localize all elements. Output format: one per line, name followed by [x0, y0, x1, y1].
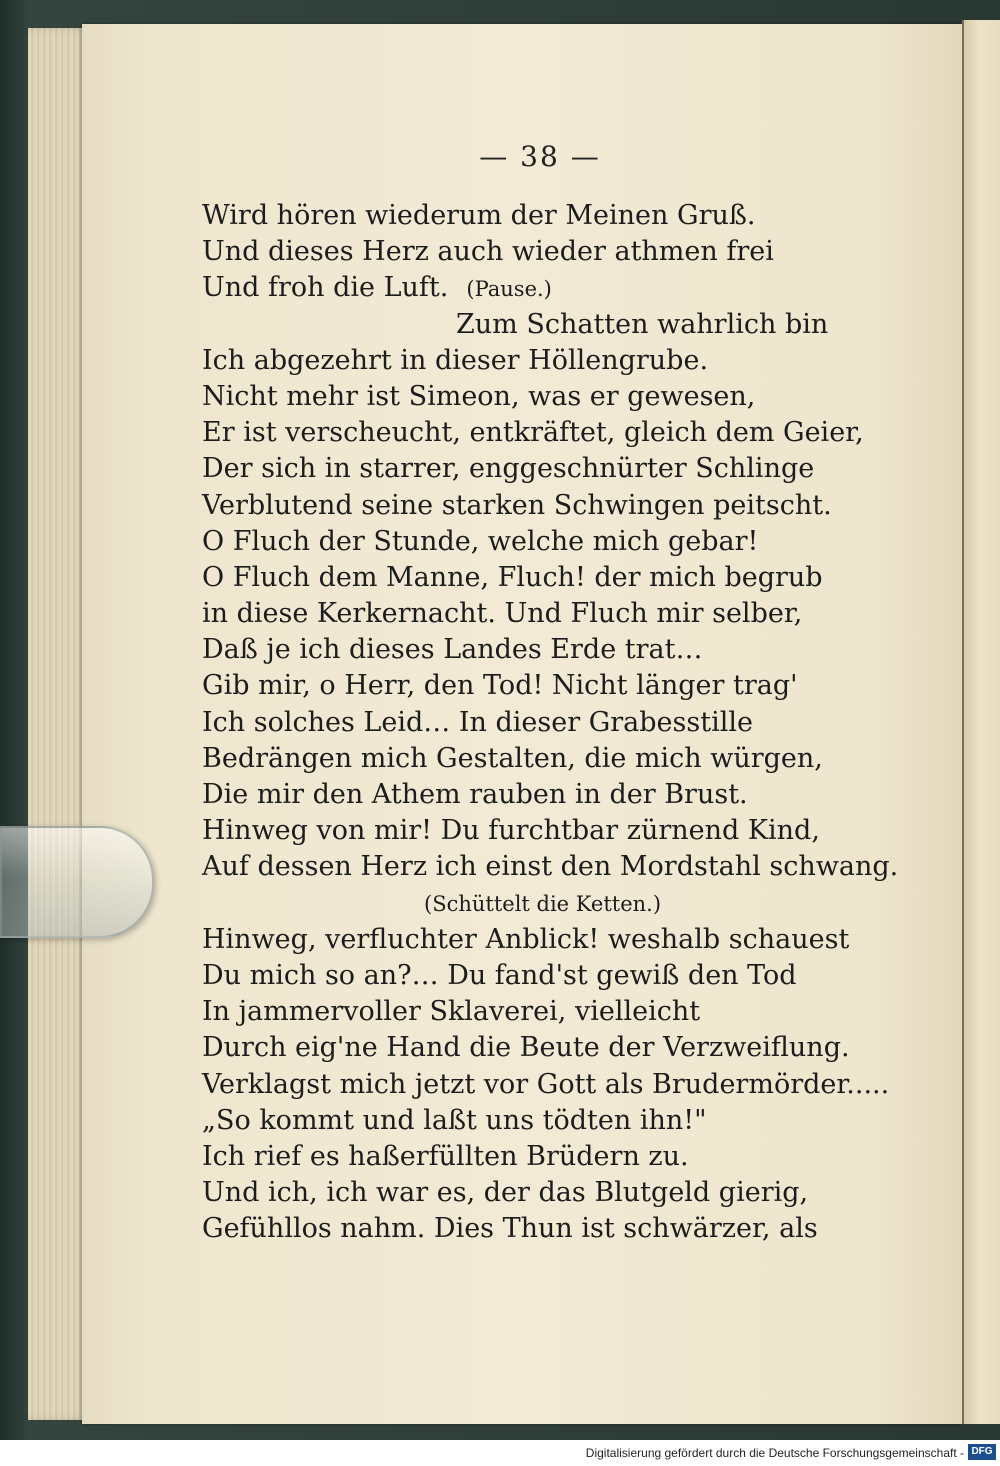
text-line: Der sich in starrer, enggeschnürter Schlinge — [202, 453, 815, 485]
stage-direction: (Schüttelt die Ketten.) — [424, 891, 662, 916]
dfg-logo: DFG — [968, 1444, 996, 1460]
page-number: — 38 — — [479, 140, 601, 173]
text-line: Nicht mehr ist Simeon, was er gewesen, — [202, 380, 756, 412]
text-line: Und ich, ich war es, der das Blutgeld gierig, — [202, 1177, 809, 1209]
footer-credit: Digitalisierung gefördert durch die Deutsche Forschungsgemeinschaft - — [585, 1446, 964, 1460]
text-line: In jammervoller Sklaverei, vielleicht — [202, 996, 701, 1028]
text-line-content: Und froh die Luft. — [202, 272, 449, 304]
text-line: O Fluch dem Manne, Fluch! der mich begrub — [202, 561, 823, 593]
page-edges — [28, 28, 88, 1420]
text-line: Durch eig'ne Hand die Beute der Verzweiflung. — [202, 1032, 850, 1064]
footer-bar — [0, 1440, 1000, 1466]
text-line: Hinweg von mir! Du furchtbar zürnend Kind, — [202, 815, 820, 847]
poem-text — [202, 198, 899, 1247]
text-line: „So kommt und laßt uns tödten ihn!" — [202, 1104, 707, 1136]
text-line: Auf dessen Herz ich einst den Mordstahl schwang. — [202, 851, 899, 883]
text-line: Verblutend seine starken Schwingen peitscht. — [202, 489, 832, 521]
text-line: Gefühllos nahm. Dies Thun ist schwärzer, als — [202, 1213, 818, 1245]
text-line: Ich solches Leid… In dieser Grabesstille — [202, 706, 753, 738]
adjacent-page — [962, 20, 1000, 1424]
text-line: Ich abgezehrt in dieser Höllengrube. — [202, 344, 709, 376]
text-line: Du mich so an?… Du fand'st gewiß den Tod — [202, 959, 797, 991]
text-line — [202, 270, 842, 306]
text-line: Verklagst mich jetzt vor Gott als Brudermörder..... — [202, 1068, 890, 1100]
text-line: Bedrängen mich Gestalten, die mich würgen, — [202, 742, 823, 774]
text-line: Daß je ich dieses Landes Erde trat… — [202, 634, 703, 666]
text-line: Wird hören wiederum der Meinen Gruß. — [202, 200, 756, 231]
glass-page-weight — [0, 826, 154, 938]
text-line: Hinweg, verfluchter Anblick! weshalb schauest — [202, 923, 850, 955]
text-line: Ich rief es haßerfüllten Brüdern zu. — [202, 1140, 689, 1172]
text-line: Er ist verscheucht, entkräftet, gleich dem Geier, — [202, 417, 864, 449]
text-line: Die mir den Athem rauben in der Brust. — [202, 779, 748, 810]
text-line: Zum Schatten wahrlich bin — [456, 308, 829, 340]
text-line: O Fluch der Stunde, welche mich gebar! — [202, 525, 759, 557]
text-line: Gib mir, o Herr, den Tod! Nicht länger trag' — [202, 670, 798, 702]
text-line: in diese Kerkernacht. Und Fluch mir selber, — [202, 598, 803, 630]
stage-direction: (Pause.) — [466, 277, 552, 302]
text-line: Und dieses Herz auch wieder athmen frei — [202, 236, 774, 268]
